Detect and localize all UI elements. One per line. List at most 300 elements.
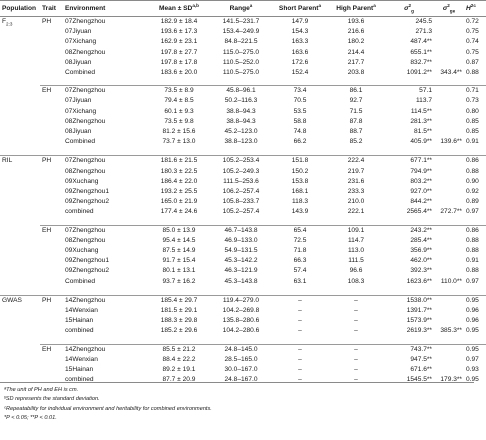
cell-heritability: 0.95 [464, 295, 486, 306]
cell-range: 105.2–253.4 [210, 156, 272, 167]
cell-environment: 08Jiyuan [65, 128, 92, 136]
cell-short-parent: – [298, 307, 302, 315]
cell-trait [40, 27, 63, 37]
table-row [0, 277, 486, 287]
cell-population [0, 156, 40, 167]
table-header [0, 1, 486, 17]
cell-short-parent: – [298, 317, 302, 325]
table-row [0, 266, 486, 276]
cell-population [0, 68, 40, 78]
cell-short-parent: 163.6 [291, 48, 309, 56]
cell-trait [40, 37, 63, 47]
cell-trait [40, 277, 63, 287]
cell-range: 106.2–257.4 [222, 188, 260, 196]
cell-sigma-g: 1623.6** [406, 277, 432, 285]
cell-sigma-ge [434, 127, 464, 137]
cell-mean-sd: 87.5 ± 14.9 [162, 247, 196, 255]
table-row [0, 326, 486, 336]
cell-sigma-ge [434, 365, 464, 375]
cell-short-parent: 66.2 [293, 138, 307, 146]
cell-environment: 08Zhengzhou [65, 117, 106, 125]
cell-sigma-g: 743.7** [384, 344, 434, 355]
cell-population [0, 177, 40, 187]
cell-sigma-ge: 139.6** [440, 138, 462, 146]
cell-mean-sd: 73.7 ± 13.0 [162, 138, 196, 146]
cell-mean-sd: 165.0 ± 21.9 [160, 198, 198, 206]
cell-high-parent: 114.7 [347, 236, 364, 244]
cell-environment: 15Hainan [65, 317, 94, 325]
cell-short-parent: 53.5 [293, 107, 307, 115]
spacer-cell [0, 78, 486, 86]
cell-mean-sd: 197.8 ± 17.8 [160, 58, 198, 66]
table-row [0, 156, 486, 167]
cell-heritability: 0.96 [466, 317, 479, 325]
cell-short-parent: – [272, 295, 328, 306]
cell-trait [40, 167, 63, 177]
cell-population [0, 355, 40, 365]
cell-environment: 14Wenxian [65, 355, 98, 363]
cell-population [0, 27, 40, 37]
spacer-cell [0, 147, 486, 156]
cell-short-parent: 65.4 [272, 225, 328, 236]
cell-heritability: 0.72 [466, 18, 479, 25]
cell-heritability: 0.90 [466, 177, 479, 185]
cell-short-parent: 58.8 [293, 117, 307, 125]
cell-short-parent: 168.1 [291, 188, 309, 196]
cell-mean-sd: 193.6 ± 17.3 [160, 28, 198, 36]
cell-high-parent: 111.5 [348, 257, 364, 265]
table-row [0, 117, 486, 127]
cell-trait: EH [40, 86, 63, 97]
cell-short-parent: 73.4 [272, 86, 328, 97]
cell-range: 141.5–231.7 [222, 18, 260, 25]
cell-range: 105.2–249.3 [222, 167, 260, 175]
population-subscript: 2:3 [6, 21, 13, 27]
cell-mean-sd: 73.5 ± 8.9 [148, 86, 210, 97]
cell-heritability: 0.85 [466, 117, 479, 125]
cell-population [0, 86, 40, 97]
cell-mean-sd: 95.4 ± 14.5 [162, 236, 196, 244]
cell-short-parent: 153.8 [291, 177, 309, 185]
table-row [0, 375, 486, 385]
cell-population [0, 17, 40, 28]
cell-high-parent: 87.8 [349, 117, 363, 125]
cell-high-parent: – [354, 327, 358, 335]
cell-population [0, 58, 40, 68]
cell-high-parent: 203.8 [347, 69, 365, 77]
cell-range: 105.8–233.7 [222, 198, 260, 206]
cell-environment: 07Jiyuan [65, 28, 92, 36]
cell-range: 38.8–94.3 [226, 117, 256, 125]
cell-range: 111.5–253.6 [223, 177, 259, 185]
cell-trait [40, 187, 63, 197]
cell-sigma-g: 392.3** [410, 267, 432, 275]
cell-high-parent: – [328, 295, 384, 306]
cell-sigma-g: 462.0** [410, 257, 432, 265]
cell-short-parent: 63.1 [293, 277, 307, 285]
cell-sigma-g: 844.2** [410, 198, 432, 206]
cell-sigma-g: 271.3 [415, 28, 432, 36]
cell-environment: 14Wenxian [65, 307, 98, 315]
cell-trait [40, 58, 63, 68]
cell-mean-sd: 162.9 ± 23.1 [160, 38, 198, 46]
cell-range: 115.0–275.0 [222, 48, 260, 56]
cell-range: 54.9–131.5 [224, 247, 258, 255]
cell-population [0, 127, 40, 137]
cell-heritability: 0.86 [464, 156, 486, 167]
cell-high-parent: 222.4 [328, 156, 384, 167]
cell-heritability: 0.85 [466, 128, 479, 136]
cell-sigma-ge [434, 355, 464, 365]
cell-mean-sd: 185.4 ± 29.7 [148, 295, 210, 306]
cell-trait [40, 236, 63, 246]
cell-sigma-g: 1091.2** [406, 69, 432, 77]
cell-heritability: 0.89 [466, 198, 479, 206]
cell-short-parent: 154.3 [291, 28, 309, 36]
cell-sigma-ge [434, 225, 464, 236]
cell-population [0, 187, 40, 197]
cell-range: 104.2–269.8 [222, 307, 260, 315]
cell-sigma-ge [434, 256, 464, 266]
cell-population [0, 277, 40, 287]
cell-sigma-g: 2619.3** [406, 327, 432, 335]
cell-population [0, 306, 40, 316]
cell-environment: combined [65, 327, 94, 335]
group-spacer [0, 287, 486, 296]
cell-high-parent: 217.7 [347, 58, 365, 66]
cell-sigma-g: 57.1 [384, 86, 434, 97]
cell-trait: PH [42, 18, 52, 25]
cell-sigma-ge [434, 316, 464, 326]
cell-range: 153.4–249.9 [222, 28, 260, 36]
table-row [0, 236, 486, 246]
cell-sigma-ge [434, 48, 464, 58]
cell-mean-sd: 88.4 ± 22.2 [162, 355, 196, 363]
cell-sigma-g: 1538.0** [384, 295, 434, 306]
cell-heritability: 0.75 [466, 48, 479, 56]
cell-range: 50.2–116.3 [224, 97, 258, 105]
table-row [0, 365, 486, 375]
table-row [0, 48, 486, 58]
cell-heritability: 0.88 [466, 267, 479, 275]
footnotes [4, 386, 470, 424]
cell-heritability: 0.87 [466, 58, 479, 66]
cell-high-parent: 222.1 [347, 208, 365, 216]
cell-trait [40, 306, 63, 316]
cell-population [0, 117, 40, 127]
cell-trait [40, 177, 63, 187]
cell-sigma-g: 1391.7** [406, 307, 432, 315]
cell-environment: 07Xichang [65, 107, 97, 115]
cell-environment: 07Zhengzhou [63, 156, 148, 167]
cell-short-parent: 151.8 [272, 156, 328, 167]
cell-sigma-ge [434, 306, 464, 316]
cell-mean-sd: 85.0 ± 13.9 [148, 225, 210, 236]
cell-range: 110.5–252.0 [222, 58, 260, 66]
cell-environment: 09Xuchang [65, 247, 99, 255]
cell-trait [40, 68, 63, 78]
cell-sigma-ge [434, 197, 464, 207]
cell-sigma-g: 405.9** [410, 138, 432, 146]
cell-environment: combined [65, 376, 94, 384]
cell-environment: Combined [65, 69, 96, 77]
cell-sigma-ge [434, 344, 464, 355]
cell-sigma-ge [434, 17, 464, 28]
cell-trait [40, 375, 63, 385]
cell-population [0, 48, 40, 58]
cell-population [0, 207, 40, 217]
cell-range: 38.8–94.3 [226, 107, 256, 115]
cell-trait [40, 107, 63, 117]
cell-population [0, 107, 40, 117]
cell-environment: 09Xuchang [65, 177, 99, 185]
cell-environment: 15Hainan [65, 366, 94, 374]
table-row [0, 37, 486, 47]
cell-mean-sd: 60.1 ± 9.3 [164, 107, 194, 115]
cell-environment: 07Zhengzhou [65, 18, 106, 25]
cell-short-parent: 150.2 [291, 167, 309, 175]
cell-heritability: 0.71 [464, 86, 486, 97]
cell-population [0, 246, 40, 256]
cell-sigma-g: 356.9** [410, 247, 432, 255]
cell-sigma-ge [434, 177, 464, 187]
table-row [0, 127, 486, 137]
cell-high-parent: 210.0 [347, 198, 365, 206]
cell-population [0, 365, 40, 375]
cell-short-parent: 72.5 [293, 236, 307, 244]
cell-high-parent: 180.2 [347, 38, 365, 46]
cell-range: 46.7–143.8 [210, 225, 272, 236]
cell-mean-sd: 91.7 ± 15.4 [162, 257, 196, 265]
cell-short-parent: 66.3 [293, 257, 307, 265]
cell-short-parent: 172.6 [291, 58, 309, 66]
table-row [0, 316, 486, 326]
cell-heritability: 0.95 [464, 344, 486, 355]
cell-environment: 08Zhengzhou [65, 48, 106, 56]
cell-high-parent: 96.6 [349, 267, 363, 275]
table-row [0, 295, 486, 306]
cell-sigma-g: 113.7 [415, 97, 432, 105]
cell-population [0, 225, 40, 236]
cell-short-parent: 163.3 [291, 38, 309, 46]
table-row [0, 68, 486, 78]
trait-spacer [0, 337, 486, 345]
cell-trait [40, 365, 63, 375]
cell-sigma-g: 114.5** [410, 107, 432, 115]
cell-short-parent: 71.8 [293, 247, 307, 255]
cell-sigma-ge [434, 167, 464, 177]
table-row [0, 58, 486, 68]
cell-trait [40, 48, 63, 58]
cell-environment: 09Zhengzhou1 [65, 188, 109, 196]
cell-sigma-ge [434, 58, 464, 68]
cell-population [0, 295, 40, 306]
cell-heritability: 0.96 [466, 307, 479, 315]
cell-sigma-g: 671.6** [410, 366, 432, 374]
cell-trait [40, 256, 63, 266]
cell-sigma-ge [434, 236, 464, 246]
cell-mean-sd: 183.6 ± 20.0 [160, 69, 198, 77]
cell-mean-sd: 197.8 ± 27.7 [160, 48, 198, 56]
cell-trait: PH [40, 156, 63, 167]
cell-trait [40, 127, 63, 137]
table-row [0, 167, 486, 177]
cell-population [0, 326, 40, 336]
cell-environment: 08Zhengzhou [65, 236, 106, 244]
cell-high-parent: 214.4 [347, 48, 365, 56]
header-row [0, 1, 486, 17]
table-row [0, 137, 486, 147]
cell-range: 110.5–275.0 [222, 69, 260, 77]
cell-short-parent: – [298, 327, 302, 335]
table-row [0, 246, 486, 256]
cell-population [0, 375, 40, 385]
footnote-repeatability: ᶜRepeatability for individual environment and heritability for combined environments. [4, 405, 212, 412]
cell-sigma-ge: 179.3** [440, 376, 462, 384]
table-row [0, 355, 486, 365]
cell-high-parent: 109.1 [328, 225, 384, 236]
cell-high-parent: – [328, 344, 384, 355]
cell-heritability: 0.91 [466, 138, 479, 146]
cell-heritability: 0.97 [466, 208, 479, 216]
cell-high-parent: – [354, 355, 358, 363]
cell-range: 135.8–280.6 [222, 317, 260, 325]
cell-population [0, 197, 40, 207]
footnote-significance: *P < 0.05; **P < 0.01. [4, 415, 57, 422]
header-range: Range$^a$ [210, 1, 272, 17]
table-row [0, 187, 486, 197]
cell-population [0, 96, 40, 106]
cell-mean-sd: 193.2 ± 25.5 [160, 188, 198, 196]
population-name: RIL [2, 157, 13, 165]
cell-high-parent: – [354, 307, 358, 315]
cell-mean-sd: 181.6 ± 21.5 [148, 156, 210, 167]
cell-heritability: 0.95 [466, 376, 479, 384]
cell-heritability: 0.88 [466, 167, 479, 175]
cell-short-parent: 118.3 [291, 198, 308, 206]
cell-mean-sd: 180.3 ± 22.5 [160, 167, 198, 175]
cell-environment: 09Zhengzhou2 [65, 198, 109, 206]
population-name: GWAS [2, 296, 22, 304]
cell-range: 46.9–133.0 [224, 236, 258, 244]
cell-heritability: 0.80 [466, 107, 479, 115]
table-row [0, 197, 486, 207]
cell-sigma-ge [434, 266, 464, 276]
cell-high-parent: 233.3 [347, 188, 365, 196]
cell-heritability: 0.73 [466, 97, 479, 105]
cell-population [0, 37, 40, 47]
cell-short-parent: 57.4 [293, 267, 307, 275]
cell-mean-sd: 73.5 ± 9.8 [164, 117, 194, 125]
cell-sigma-ge [434, 96, 464, 106]
cell-mean-sd: 185.2 ± 29.6 [160, 327, 198, 335]
trait-spacer [0, 78, 486, 86]
cell-mean-sd: 93.7 ± 16.2 [162, 277, 196, 285]
cell-environment: 08Jiyuan [65, 58, 92, 66]
cell-sigma-ge [434, 107, 464, 117]
cell-trait [40, 207, 63, 217]
table-row [0, 256, 486, 266]
group-spacer [0, 147, 486, 156]
cell-mean-sd: 80.1 ± 13.1 [162, 267, 196, 275]
cell-heritability: 0.91 [466, 257, 479, 265]
cell-range: 28.5–165.0 [224, 355, 258, 363]
cell-high-parent: 193.6 [347, 18, 365, 25]
cell-heritability: 0.88 [466, 236, 479, 244]
cell-population [0, 256, 40, 266]
cell-short-parent: 70.5 [293, 97, 307, 105]
table-row [0, 306, 486, 316]
cell-heritability: 0.74 [466, 38, 479, 46]
table-row [0, 207, 486, 217]
cell-heritability: 0.75 [466, 28, 479, 36]
cell-trait: EH [40, 344, 63, 355]
cell-sigma-ge [434, 187, 464, 197]
cell-range: 30.0–167.0 [224, 366, 258, 374]
table-row [0, 225, 486, 236]
cell-population [0, 266, 40, 276]
cell-sigma-g: 1545.5** [406, 376, 432, 384]
cell-sigma-g: 832.7** [410, 58, 432, 66]
header-population: Population [0, 1, 40, 17]
cell-population [0, 316, 40, 326]
cell-range: 45.3–142.2 [224, 257, 258, 265]
table-row [0, 27, 486, 37]
cell-environment: Combined [65, 277, 96, 285]
cell-range: 119.4–279.0 [210, 295, 272, 306]
cell-heritability: 0.88 [466, 69, 479, 77]
spacer-cell [0, 218, 486, 226]
header-trait: Trait [40, 1, 63, 17]
cell-range: 24.8–145.0 [210, 344, 272, 355]
cell-heritability: 0.97 [466, 277, 479, 285]
cell-environment: 07Jiyuan [65, 97, 92, 105]
cell-mean-sd: 186.4 ± 22.0 [160, 177, 198, 185]
cell-sigma-ge: 110.0** [440, 277, 462, 285]
cell-mean-sd: 177.4 ± 24.6 [160, 208, 198, 216]
cell-sigma-ge [434, 27, 464, 37]
cell-trait [40, 266, 63, 276]
cell-sigma-g: 677.1** [384, 156, 434, 167]
header-sigma-g: $\sigma^2_g$ [384, 1, 434, 17]
cell-population [0, 236, 40, 246]
cell-mean-sd: 81.2 ± 15.6 [162, 128, 196, 136]
cell-high-parent: 92.7 [349, 97, 363, 105]
cell-mean-sd: 87.7 ± 20.9 [162, 376, 196, 384]
cell-environment: 07Zhengzhou [63, 86, 148, 97]
cell-short-parent: – [272, 344, 328, 355]
cell-environment: 07Zhengzhou [63, 225, 148, 236]
cell-sigma-g: 947.5** [410, 355, 432, 363]
cell-high-parent: 86.1 [328, 86, 384, 97]
cell-heritability: 0.92 [466, 188, 479, 196]
table-row [0, 107, 486, 117]
cell-mean-sd: 89.2 ± 19.1 [162, 366, 196, 374]
cell-short-parent: 147.9 [291, 18, 309, 25]
cell-trait [40, 316, 63, 326]
cell-sigma-g: 655.1** [410, 48, 432, 56]
cell-environment: 09Zhengzhou1 [65, 257, 109, 265]
cell-heritability: 0.93 [466, 366, 479, 374]
cell-trait: EH [40, 225, 63, 236]
cell-trait [40, 137, 63, 147]
trait-spacer [0, 218, 486, 226]
cell-environment: 14Zhengzhou [63, 344, 148, 355]
cell-sigma-g: 927.0** [410, 188, 432, 196]
cell-sigma-ge [434, 86, 464, 97]
cell-short-parent: 74.8 [293, 128, 307, 136]
cell-range: 45.8–96.1 [210, 86, 272, 97]
